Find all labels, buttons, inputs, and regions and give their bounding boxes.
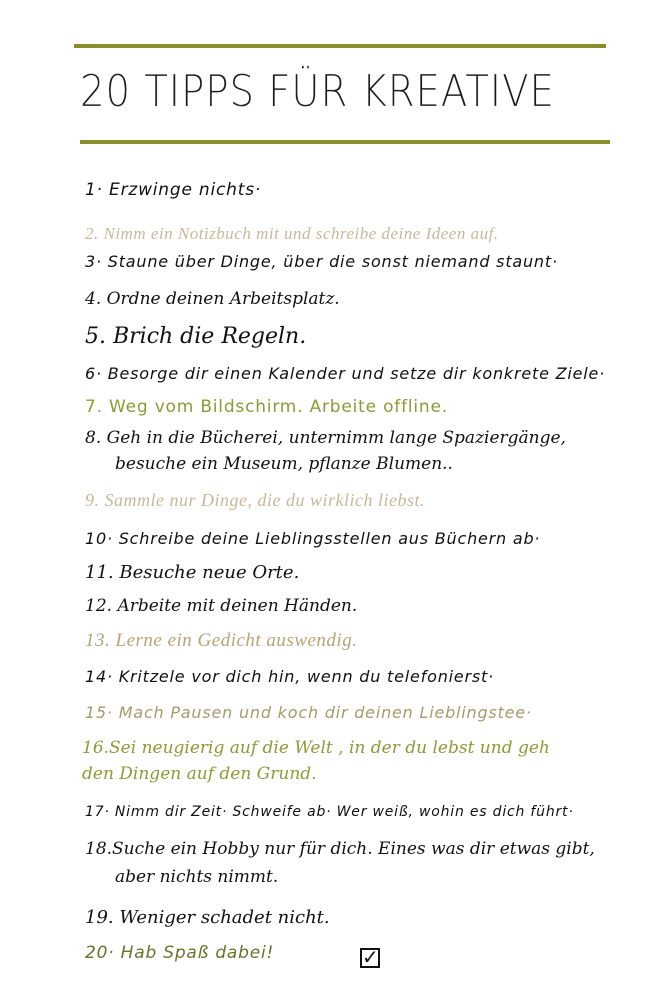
tip-11: 11. Besuche neue Orte. bbox=[85, 562, 300, 583]
tip-4: 4. Ordne deinen Arbeitsplatz. bbox=[85, 289, 340, 309]
tip-14: 14· Kritzele vor dich hin, wenn du telefonierst· bbox=[85, 667, 494, 686]
tip-15: 15· Mach Pausen und koch dir deinen Lieblingstee· bbox=[85, 703, 532, 722]
checkmark-icon: ✓ bbox=[362, 945, 379, 969]
bottom-rule bbox=[80, 140, 610, 144]
tip-18-line-2: aber nichts nimmt. bbox=[115, 867, 279, 887]
tip-16-line-1: 16.Sei neugierig auf die Welt , in der du lebst und geh bbox=[82, 738, 550, 758]
tip-18-line-1: 18.Suche ein Hobby nur für dich. Eines was dir etwas gibt, bbox=[85, 839, 595, 859]
tip-7: 7. Weg vom Bildschirm. Arbeite offline. bbox=[85, 397, 448, 417]
tip-16 bbox=[82, 738, 550, 784]
tip-8-line-1: 8. Geh in die Bücherei, unternimm lange Spaziergänge, bbox=[85, 428, 566, 448]
tip-8 bbox=[85, 428, 566, 474]
tip-6: 6· Besorge dir einen Kalender und setze dir konkrete Ziele· bbox=[85, 364, 606, 383]
tip-8-line-2: besuche ein Museum, pflanze Blumen.. bbox=[115, 454, 453, 474]
tip-18 bbox=[85, 839, 595, 887]
tip-9: 9. Sammle nur Dinge, die du wirklich liebst. bbox=[85, 490, 425, 510]
tip-19: 19. Weniger schadet nicht. bbox=[85, 907, 330, 928]
tip-2: 2. Nimm ein Notizbuch mit und schreibe deine Ideen auf. bbox=[85, 224, 499, 243]
tip-13: 13. Lerne ein Gedicht auswendig. bbox=[85, 630, 358, 651]
tip-20: 20· Hab Spaß dabei! bbox=[85, 943, 275, 963]
tip-1: 1· Erzwinge nichts· bbox=[85, 180, 262, 200]
tip-10: 10· Schreibe deine Lieblingsstellen aus Büchern ab· bbox=[85, 529, 541, 548]
tip-17: 17· Nimm dir Zeit· Schweife ab· Wer weiß, wohin es dich führt· bbox=[85, 804, 574, 820]
top-rule bbox=[74, 44, 606, 48]
checkbox-checked-icon bbox=[360, 945, 380, 969]
tip-5: 5. Brich die Regeln. bbox=[85, 324, 307, 349]
tip-3: 3· Staune über Dinge, über die sonst niemand staunt· bbox=[85, 252, 558, 271]
page-title: 20 TIPPS FÜR KREATIVE bbox=[80, 66, 555, 117]
tip-16-line-2: den Dingen auf den Grund. bbox=[82, 764, 317, 784]
tip-12: 12. Arbeite mit deinen Händen. bbox=[85, 596, 358, 616]
